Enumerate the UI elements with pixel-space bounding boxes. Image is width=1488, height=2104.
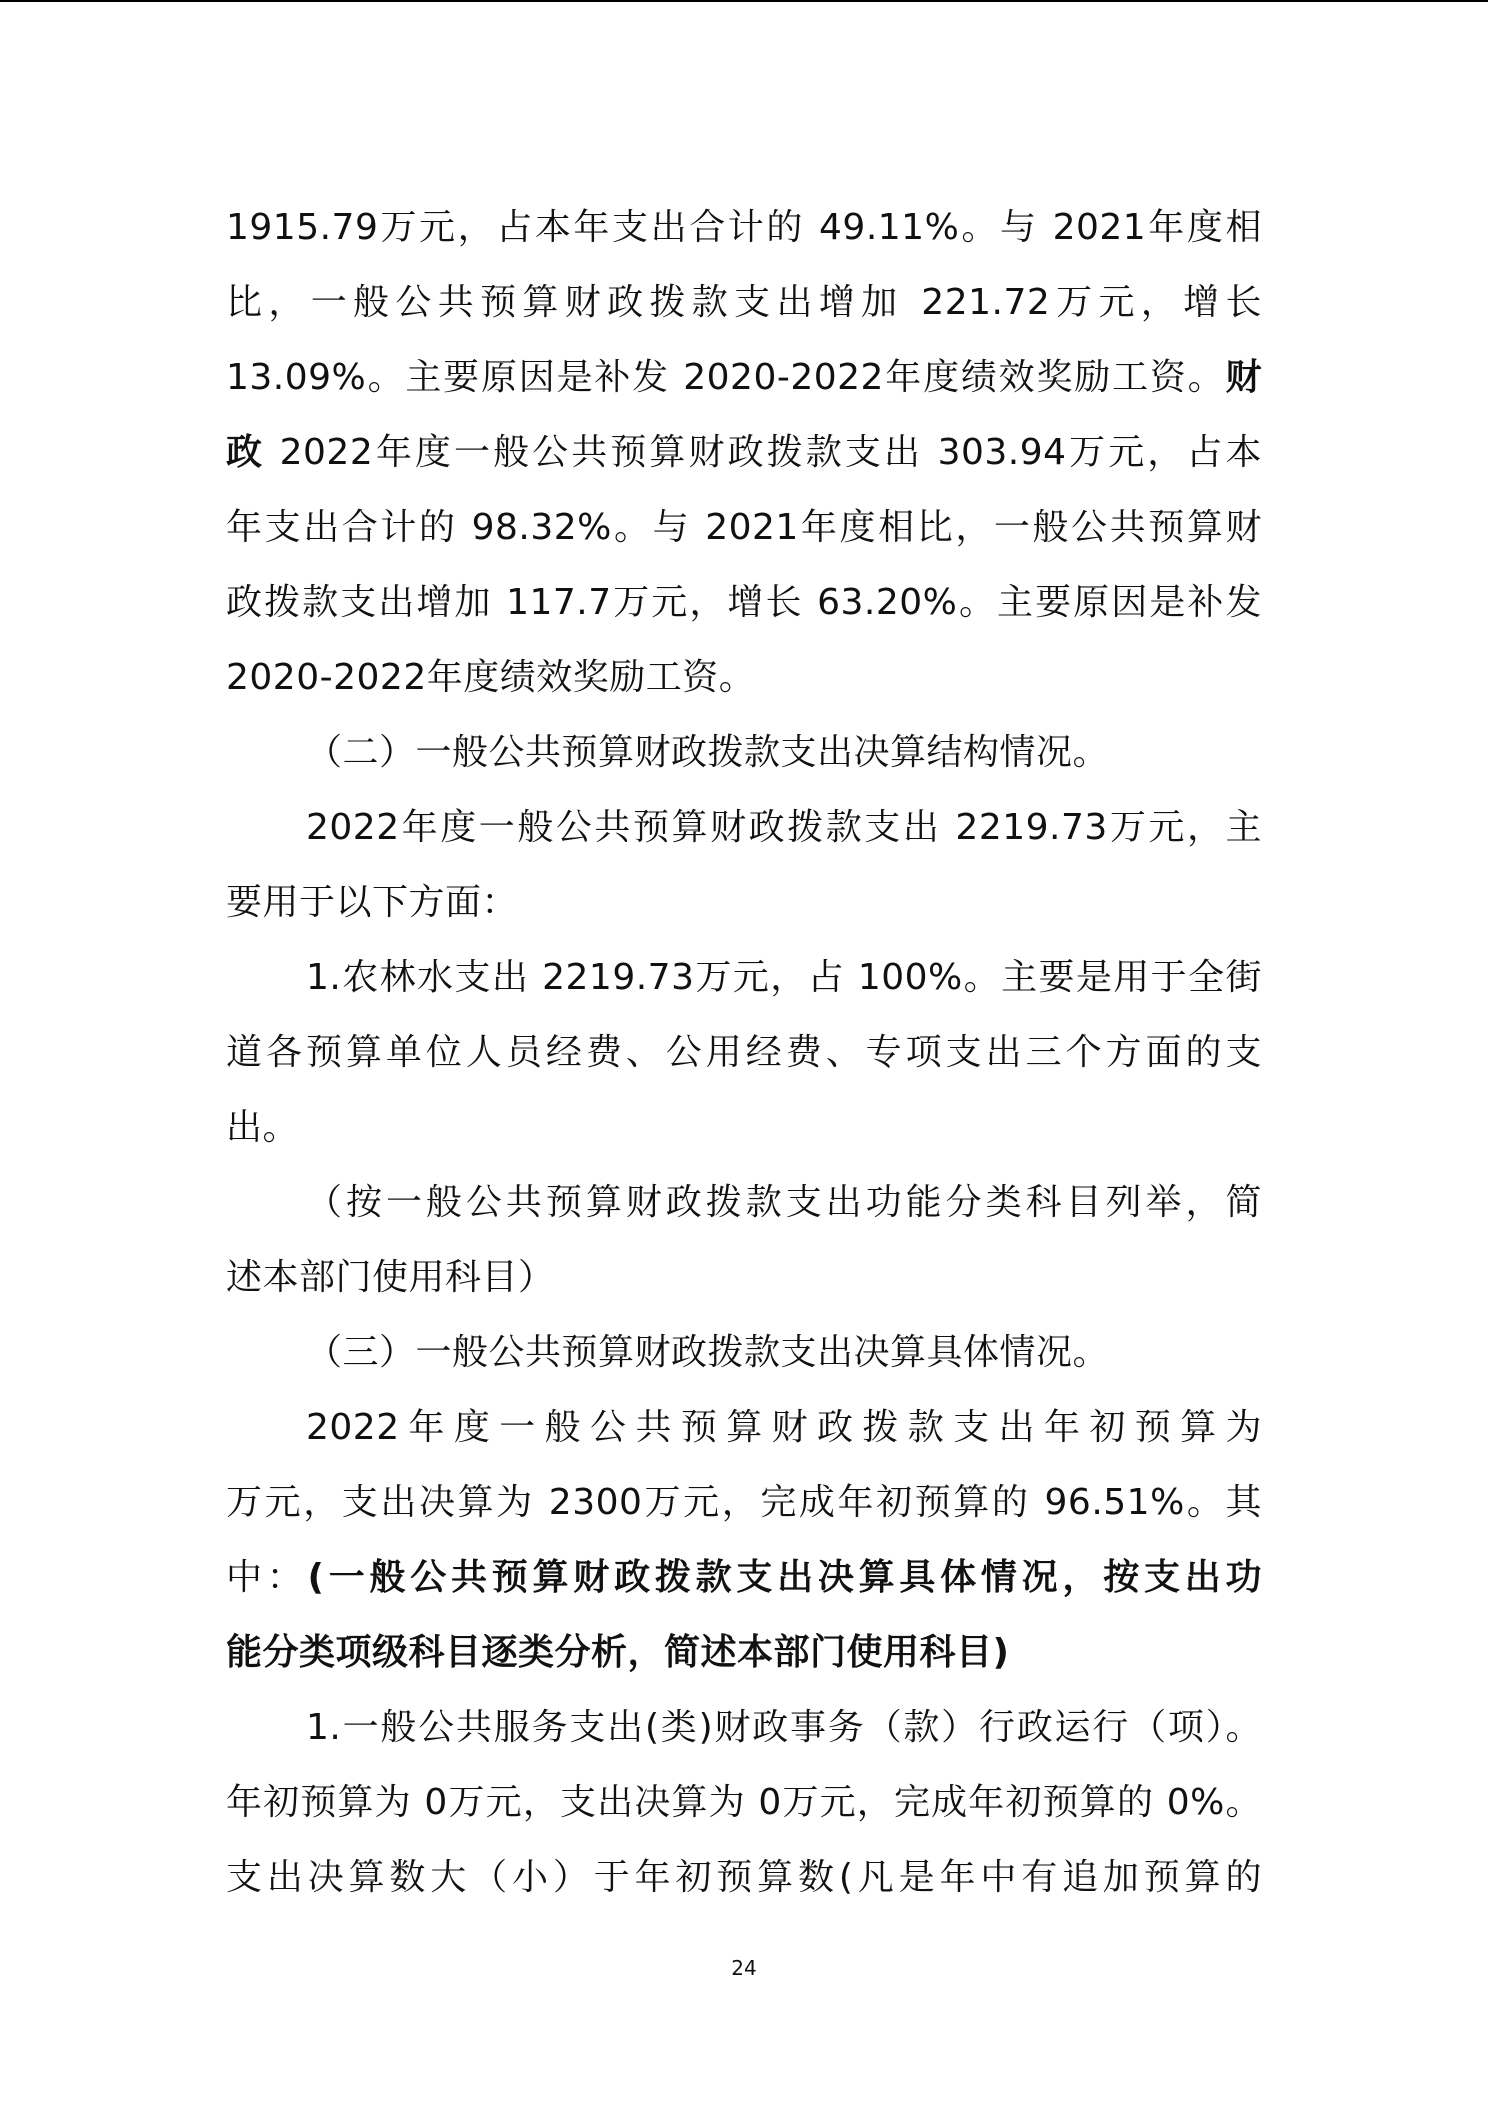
text-line-2 — [226, 265, 1262, 340]
section-heading-3 — [226, 1315, 1262, 1390]
text-line-13 — [226, 1090, 1262, 1165]
text-segment: 2020-2022年度绩效奖励工资。 — [226, 657, 756, 698]
text-line-1 — [226, 190, 1262, 265]
text-line-20 — [226, 1615, 1262, 1690]
text-segment: 支出决算数大（小）于年初预算数(凡是年中有追加预算的 — [226, 1857, 1262, 1898]
text-segment: 出。 — [226, 1107, 300, 1148]
text-line-22 — [226, 1765, 1262, 1840]
bold-text-segment: 政 — [226, 432, 266, 473]
text-line-9 — [226, 790, 1262, 865]
text-segment: 万元，支出决算为 2300万元，完成年初预算的 96.51%。其 — [226, 1482, 1262, 1523]
bold-text-segment: 能分类项级科目逐类分析，简述本部门使用科目) — [226, 1632, 1010, 1673]
text-line-21 — [226, 1690, 1262, 1765]
text-line-18 — [226, 1465, 1262, 1540]
text-segment: 述本部门使用科目） — [226, 1257, 555, 1298]
text-segment: 中： — [226, 1557, 308, 1598]
text-segment: 政拨款支出增加 117.7万元，增长 63.20%。主要原因是补发 — [226, 582, 1262, 623]
section-heading-2 — [226, 715, 1262, 790]
text-line-17 — [226, 1390, 1262, 1465]
text-segment: 2022年度一般公共预算财政拨款支出 303.94万元，占本 — [265, 432, 1262, 473]
text-line-5 — [226, 490, 1262, 565]
text-line-19 — [226, 1540, 1262, 1615]
text-line-15 — [226, 1240, 1262, 1315]
text-segment: 2022年度一般公共预算财政拨款支出 2219.73万元，主 — [306, 807, 1262, 848]
text-segment: 要用于以下方面： — [226, 882, 519, 923]
text-line-12 — [226, 1015, 1262, 1090]
top-border — [0, 0, 1488, 2]
document-body — [226, 190, 1262, 1915]
text-segment: 1.一般公共服务支出(类)财政事务（款）行政运行（项）。 — [306, 1707, 1262, 1748]
text-line-4 — [226, 415, 1262, 490]
text-line-23 — [226, 1840, 1262, 1915]
text-segment: 年初预算为 0万元，支出决算为 0万元，完成年初预算的 0%。 — [226, 1782, 1262, 1823]
text-segment: 13.09%。主要原因是补发 2020-2022年度绩效奖励工资。 — [226, 357, 1226, 398]
bold-text-segment: (一般公共预算财政拨款支出决算具体情况，按支出功 — [307, 1557, 1262, 1598]
text-line-3 — [226, 340, 1262, 415]
bold-text-segment: 财 — [1225, 357, 1262, 398]
text-segment: 1.农林水支出 2219.73万元，占 100%。主要是用于全街 — [306, 957, 1262, 998]
text-line-14 — [226, 1165, 1262, 1240]
text-segment: 道各预算单位人员经费、公用经费、专项支出三个方面的支 — [226, 1032, 1262, 1073]
page-number: 24 — [731, 1956, 757, 1980]
text-segment: （三）一般公共预算财政拨款支出决算具体情况。 — [306, 1332, 1110, 1373]
text-segment: 比，一般公共预算财政拨款支出增加 221.72万元，增长 — [226, 282, 1262, 323]
text-line-10 — [226, 865, 1262, 940]
text-segment: （二）一般公共预算财政拨款支出决算结构情况。 — [306, 732, 1110, 773]
text-line-11 — [226, 940, 1262, 1015]
text-line-7 — [226, 640, 1262, 715]
text-segment: 年支出合计的 98.32%。与 2021年度相比，一般公共预算财 — [226, 507, 1262, 548]
text-segment: 2022年度一般公共预算财政拨款支出年初预算为 — [306, 1407, 1262, 1448]
text-segment: 1915.79万元，占本年支出合计的 49.11%。与 2021年度相 — [226, 207, 1262, 248]
text-line-6 — [226, 565, 1262, 640]
text-segment: （按一般公共预算财政拨款支出功能分类科目列举，简 — [306, 1182, 1262, 1223]
